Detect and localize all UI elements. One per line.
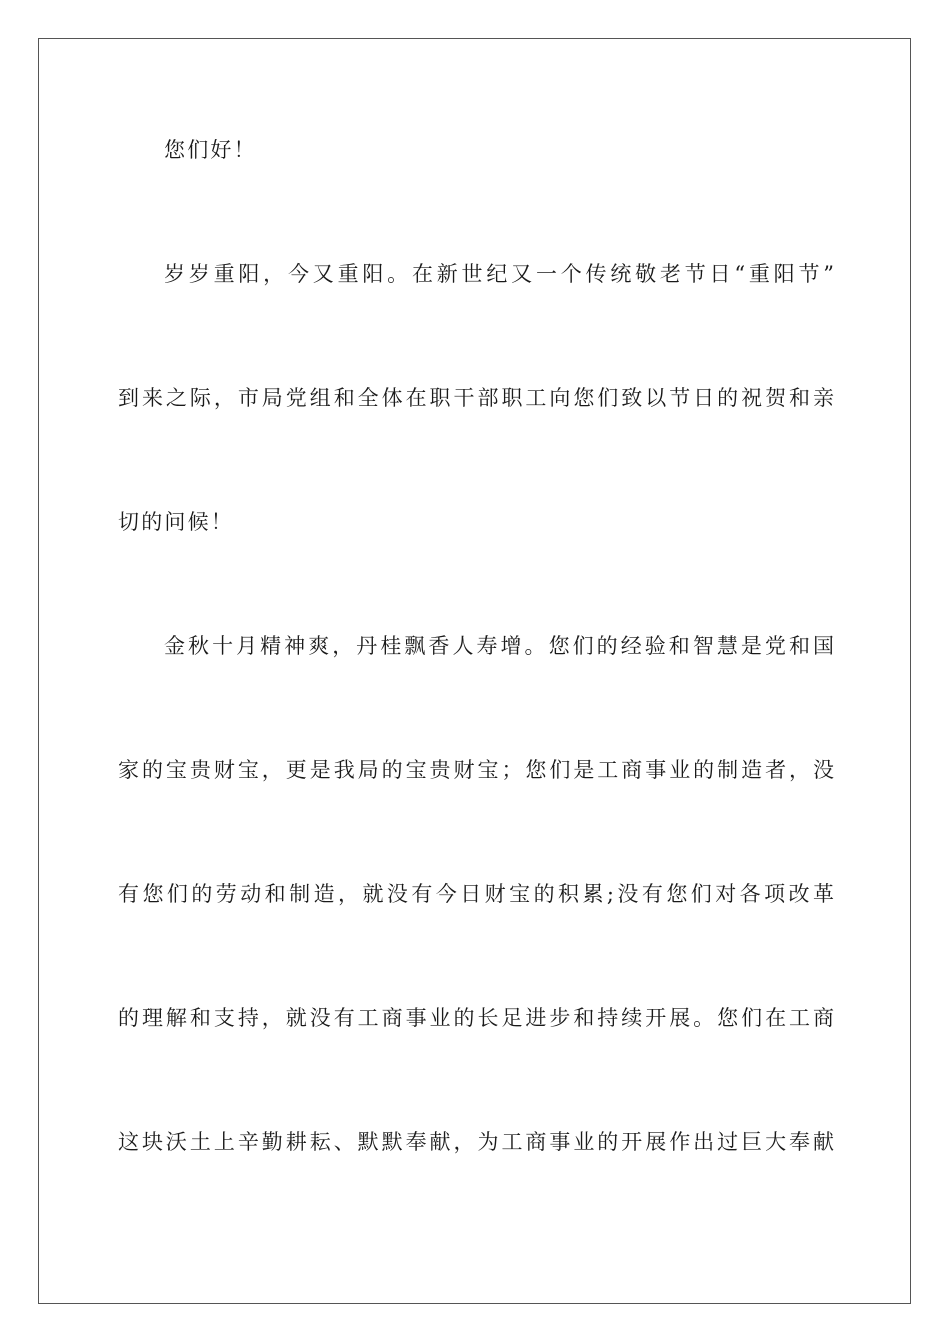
paragraph1-line-3: 切的问候！ <box>118 510 234 534</box>
paragraph1-line-2: 到来之际，市局党组和全体在职干部职工向您们致以节日的祝贺和亲 <box>118 386 834 410</box>
paragraph1-line-1: 岁岁重阳，今又重阳。在新世纪又一个传统敬老节日“重阳节” <box>164 262 834 286</box>
paragraph2-line-3: 有您们的劳动和制造，就没有今日财宝的积累;没有您们对各项改革 <box>118 882 834 906</box>
paragraph2-line-4: 的理解和支持，就没有工商事业的长足进步和持续开展。您们在工商 <box>118 1006 834 1030</box>
page-border <box>38 38 911 1304</box>
paragraph2-line-1: 金秋十月精神爽，丹桂飘香人寿增。您们的经验和智慧是党和国 <box>164 634 834 658</box>
paragraph2-line-2: 家的宝贵财宝，更是我局的宝贵财宝；您们是工商事业的制造者，没 <box>118 758 834 782</box>
greeting-line: 您们好！ <box>164 138 257 162</box>
paragraph2-line-5: 这块沃土上辛勤耕耘、默默奉献，为工商事业的开展作出过巨大奉献 <box>118 1130 834 1154</box>
